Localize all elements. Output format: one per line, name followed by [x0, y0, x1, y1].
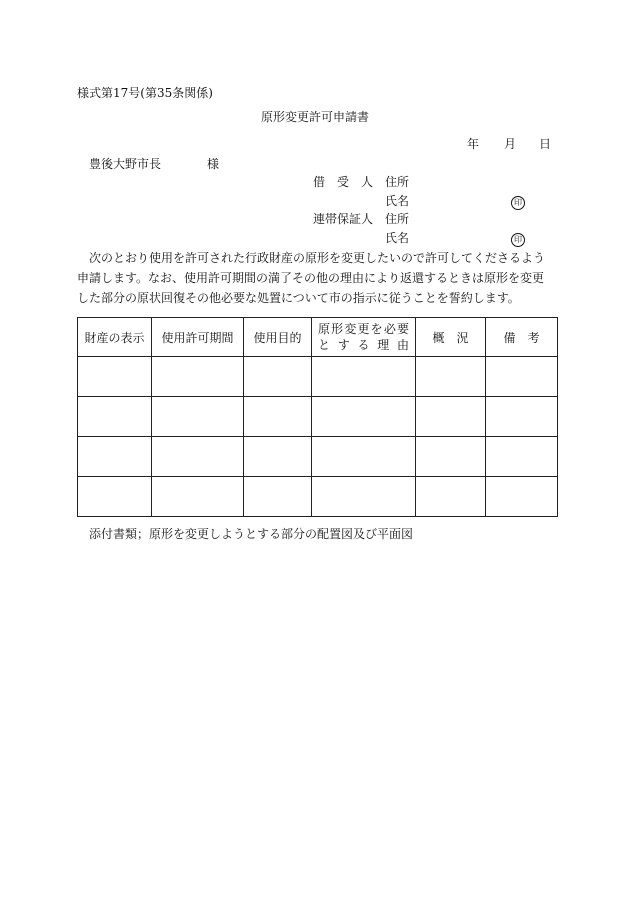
borrower-label: 借 受 人 [313, 175, 374, 189]
table-cell[interactable] [312, 397, 416, 437]
attachments-note: 添付書類；原形を変更しようとする部分の配置図及び平面図 [89, 527, 414, 541]
table-row [78, 357, 558, 397]
table-cell[interactable] [152, 357, 244, 397]
table-row [78, 437, 558, 477]
table-cell[interactable] [312, 357, 416, 397]
header-change-reason-line1: 原形変更を必要 [318, 322, 409, 336]
table-cell[interactable] [78, 357, 152, 397]
table-cell[interactable] [152, 397, 244, 437]
table-cell[interactable] [244, 437, 312, 477]
table-header-row [78, 318, 558, 357]
table-row [78, 397, 558, 437]
addressee-name: 豊後大野市長 [89, 157, 162, 171]
date-year-label: 年 [467, 137, 480, 151]
table-cell[interactable] [486, 397, 558, 437]
table-cell[interactable] [244, 357, 312, 397]
seal-icon: 印 [511, 196, 525, 210]
table-cell[interactable] [244, 397, 312, 437]
property-table [77, 317, 558, 517]
table-cell[interactable] [244, 477, 312, 517]
date-month-label: 月 [504, 137, 517, 151]
header-property-display: 財産の表示 [78, 318, 152, 357]
table-cell[interactable] [152, 437, 244, 477]
table-cell[interactable] [486, 357, 558, 397]
header-change-reason-line2: とする理由 [318, 338, 409, 352]
borrower-name-label: 氏名 [385, 194, 410, 208]
table-cell[interactable] [486, 437, 558, 477]
guarantor-label: 連帯保証人 [313, 212, 374, 226]
date-day-label: 日 [539, 137, 552, 151]
table-row [78, 477, 558, 517]
page-title: 原形変更許可申請書 [260, 110, 369, 124]
borrower-seal-mark [511, 194, 525, 210]
borrower-address-label: 住所 [385, 175, 410, 189]
table-cell[interactable] [416, 477, 486, 517]
table-cell[interactable] [312, 437, 416, 477]
header-change-reason [312, 318, 416, 357]
table-cell[interactable] [312, 477, 416, 517]
table-cell[interactable] [78, 437, 152, 477]
table-cell[interactable] [152, 477, 244, 517]
guarantor-name-label: 氏名 [385, 231, 410, 245]
addressee-honorific: 様 [207, 157, 220, 171]
table-cell[interactable] [416, 397, 486, 437]
table-cell[interactable] [78, 397, 152, 437]
guarantor-address-label: 住所 [385, 212, 410, 226]
seal-icon: 印 [511, 233, 525, 247]
application-statement: 次のとおり使用を許可された行政財産の原形を変更したいので許可してくださるよう申請します。なお、使用許可期間の満了その他の理由により返還するときは原形を変更した部分の原状回復その他必要な処置について市の指示に従うことを誓約します。 [77, 251, 546, 305]
header-remarks: 備 考 [486, 318, 558, 357]
table-cell[interactable] [78, 477, 152, 517]
table-cell[interactable] [416, 437, 486, 477]
header-permit-period: 使用許可期間 [152, 318, 244, 357]
header-overview: 概 況 [416, 318, 486, 357]
table-cell[interactable] [486, 477, 558, 517]
table-cell[interactable] [416, 357, 486, 397]
form-number: 様式第17号(第35条関係) [77, 86, 213, 100]
header-purpose: 使用目的 [244, 318, 312, 357]
guarantor-seal-mark [511, 231, 525, 247]
